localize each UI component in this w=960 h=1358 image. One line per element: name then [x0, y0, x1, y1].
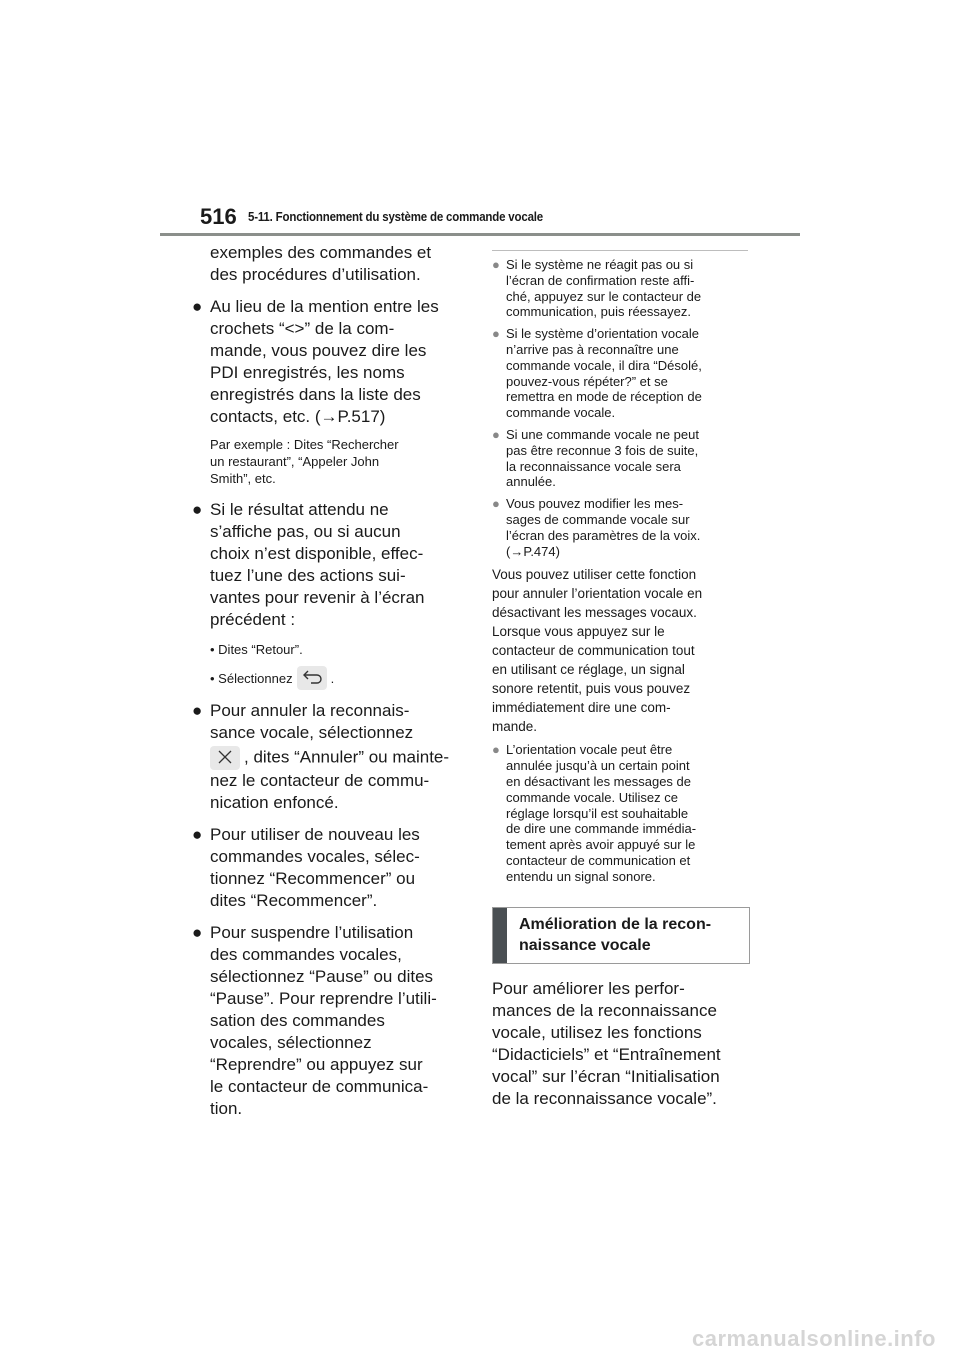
text-line: de dire une commande immédia- — [506, 821, 697, 837]
text-line: tion. — [210, 1099, 243, 1118]
text-line: remettra en mode de réception de — [506, 389, 702, 405]
text-line: l’écran de confirmation reste affi- — [506, 272, 695, 288]
text-line: réglage lorsqu’il est souhaitable — [506, 805, 689, 821]
text-line: commande vocale. Utilisez ce — [506, 789, 678, 805]
bullet-dot: ● — [192, 500, 203, 519]
bullet-dot: ● — [192, 825, 203, 844]
bullet-item — [192, 700, 470, 814]
text-line: contacteur de communication et — [506, 852, 691, 868]
right-column — [492, 250, 754, 1110]
text-line: nication enfoncé. — [210, 793, 339, 812]
text-line: vantes pour revenir à l’écran — [210, 588, 425, 607]
text-line: s’affiche pas, ou si aucun — [210, 522, 401, 541]
watermark-bar — [0, 1324, 960, 1358]
text-line: immédiatement dire une com- — [492, 700, 671, 716]
page-number: 516 — [200, 204, 237, 229]
intro-paragraph — [210, 242, 470, 286]
notes-divider — [492, 250, 748, 251]
text-line: Pour utiliser de nouveau les — [210, 825, 420, 844]
text-line: mances de la reconnaissance — [492, 1000, 717, 1020]
text-line: Pour suspendre l’utilisation — [210, 923, 414, 942]
bullet-item — [192, 499, 470, 631]
text-line: Au lieu de la mention entre les — [210, 297, 439, 316]
text-line: Si le système d’orientation vocale — [506, 326, 699, 342]
text-line: Pour annuler la reconnais- — [210, 701, 410, 720]
bullet-item — [192, 296, 470, 428]
text-line: dites “Recommencer”. — [210, 891, 378, 910]
text-line: naissance vocale — [519, 936, 651, 954]
text-line: Vous pouvez modifier les mes- — [506, 496, 684, 512]
text-line: entendu un signal sonore. — [506, 868, 656, 884]
text-line: exemples des commandes et — [210, 243, 432, 262]
section-title: 5-11. Fonctionnement du système de commande vocale — [248, 210, 544, 224]
text-line: nez le contacteur de commu- — [210, 771, 430, 790]
sub-bullet-retour: • Dites “Retour”. — [210, 642, 303, 657]
text-line: de la reconnaissance vocale”. — [492, 1088, 717, 1108]
text-line: n’arrive pas à reconnaître une — [506, 341, 679, 357]
text-line: annulée. — [506, 474, 556, 490]
note-dot: ● — [492, 742, 500, 758]
text-line: des commandes vocales, — [210, 945, 402, 964]
bullet-dot: ● — [192, 923, 203, 942]
note-dot: ● — [492, 257, 500, 272]
text-line: crochets “<>” de la com- — [210, 319, 395, 338]
watermark-text: carmanualsonline.info — [692, 1326, 936, 1351]
text-line: enregistrés dans la liste des — [210, 385, 421, 404]
close-x-icon — [210, 746, 240, 770]
text-line: précédent : — [210, 610, 296, 629]
text-line: mande, vous pouvez dire les — [210, 341, 427, 360]
bullet-dot: ● — [192, 297, 203, 316]
subheading-bar — [493, 908, 507, 963]
text-line: commande vocale, il dira “Désolé, — [506, 357, 702, 373]
text-line: “Reprendre” ou appuyez sur — [210, 1055, 423, 1074]
text-line: tionnez “Recommencer” ou — [210, 869, 416, 888]
page-header — [160, 200, 800, 240]
text-line: contacts, etc. (→P.517) — [210, 407, 386, 426]
text-line: Si le résultat attendu ne — [210, 500, 389, 519]
bullet-item — [192, 824, 470, 912]
text-line: la reconnaissance vocale sera — [506, 458, 681, 474]
text-line: désactivant les messages vocaux. — [492, 605, 697, 621]
note-item — [492, 496, 754, 559]
text-line: tement après avoir appuyé sur le — [506, 837, 696, 853]
note-item — [492, 742, 754, 884]
text-line: sonore retentit, puis vous pouvez — [492, 681, 691, 697]
left-column — [192, 242, 470, 1120]
note-item — [492, 427, 754, 490]
text-line: Pour améliorer les perfor- — [492, 978, 685, 998]
text-line: contacteur de communication tout — [492, 643, 695, 659]
text-line: “Didacticiels” et “Entraînement — [492, 1044, 721, 1064]
note-item — [492, 257, 754, 320]
text-line: PDI enregistrés, les noms — [210, 363, 405, 382]
text-line: Si le système ne réagit pas ou si — [506, 257, 694, 272]
text-line: sation des commandes — [210, 1011, 385, 1030]
subheading-text — [507, 908, 721, 963]
text-line: l’écran des paramètres de la voix. — [506, 527, 701, 543]
bullet-dot: ● — [192, 701, 203, 720]
note-dot: ● — [492, 496, 500, 512]
text-line: pas être reconnue 3 fois de suite, — [506, 442, 699, 458]
text-line: communication, puis réessayez. — [506, 304, 691, 320]
note-dot: ● — [492, 326, 500, 342]
text-line: Vous pouvez utiliser cette fonction — [492, 567, 697, 583]
text-line: tuez l’une des actions sui- — [210, 566, 406, 585]
text-line: commande vocale. — [506, 405, 616, 421]
text-line: commandes vocales, sélec- — [210, 847, 420, 866]
text-line: Amélioration de la recon- — [519, 915, 712, 933]
text-line: vocales, sélectionnez — [210, 1033, 372, 1052]
sub-bullet-select — [210, 666, 470, 690]
sub-bullet-text: • Sélectionnez — [210, 670, 293, 686]
text-line: choix n’est disponible, effec- — [210, 544, 424, 563]
text-line: Lorsque vous appuyez sur le — [492, 624, 665, 640]
note-dot: ● — [492, 426, 500, 442]
text-line: Si une commande vocale ne peut — [506, 426, 699, 442]
text-line: vocale, utilisez les fonctions — [492, 1022, 702, 1042]
text-line: mande. — [492, 719, 538, 735]
text-line: Par exemple : Dites “Rechercher — [210, 437, 399, 452]
section-subheading — [492, 907, 750, 964]
text-line: vocal” sur l’écran “Initialisation — [492, 1066, 720, 1086]
text-line: Smith”, etc. — [210, 471, 276, 486]
example-text — [210, 436, 470, 487]
text-line: sages de commande vocale sur — [506, 511, 690, 527]
text-line: “Pause”. Pour reprendre l’utili- — [210, 989, 437, 1008]
text-line: en utilisant ce réglage, un signal — [492, 662, 685, 678]
header-divider — [160, 233, 800, 236]
sub-bullet-text: . — [330, 670, 335, 686]
text-span: , dites “Annuler” ou mainte- — [244, 747, 450, 767]
text-line: L’orientation vocale peut être — [506, 742, 673, 758]
text-line: pour annuler l’orientation vocale en — [492, 586, 703, 602]
text-line: un restaurant”, “Appeler John — [210, 454, 380, 469]
back-arrow-icon — [297, 666, 327, 690]
text-line: (→P.474) — [506, 543, 560, 559]
text-line: des procédures d’utilisation. — [210, 265, 421, 284]
final-paragraph — [492, 978, 754, 1110]
info-paragraph — [492, 565, 754, 736]
text-line: pouvez-vous répéter?” et se — [506, 373, 668, 389]
bullet-item — [192, 922, 470, 1120]
text-line: annulée jusqu’à un certain point — [506, 758, 690, 774]
text-line: sance vocale, sélectionnez — [210, 723, 414, 742]
text-line — [210, 746, 470, 770]
text-line: sélectionnez “Pause” ou dites — [210, 967, 434, 986]
text-line: le contacteur de communica- — [210, 1077, 429, 1096]
note-item — [492, 326, 754, 421]
text-line: en désactivant les messages de — [506, 773, 691, 789]
text-line: ché, appuyez sur le contacteur de — [506, 288, 702, 304]
